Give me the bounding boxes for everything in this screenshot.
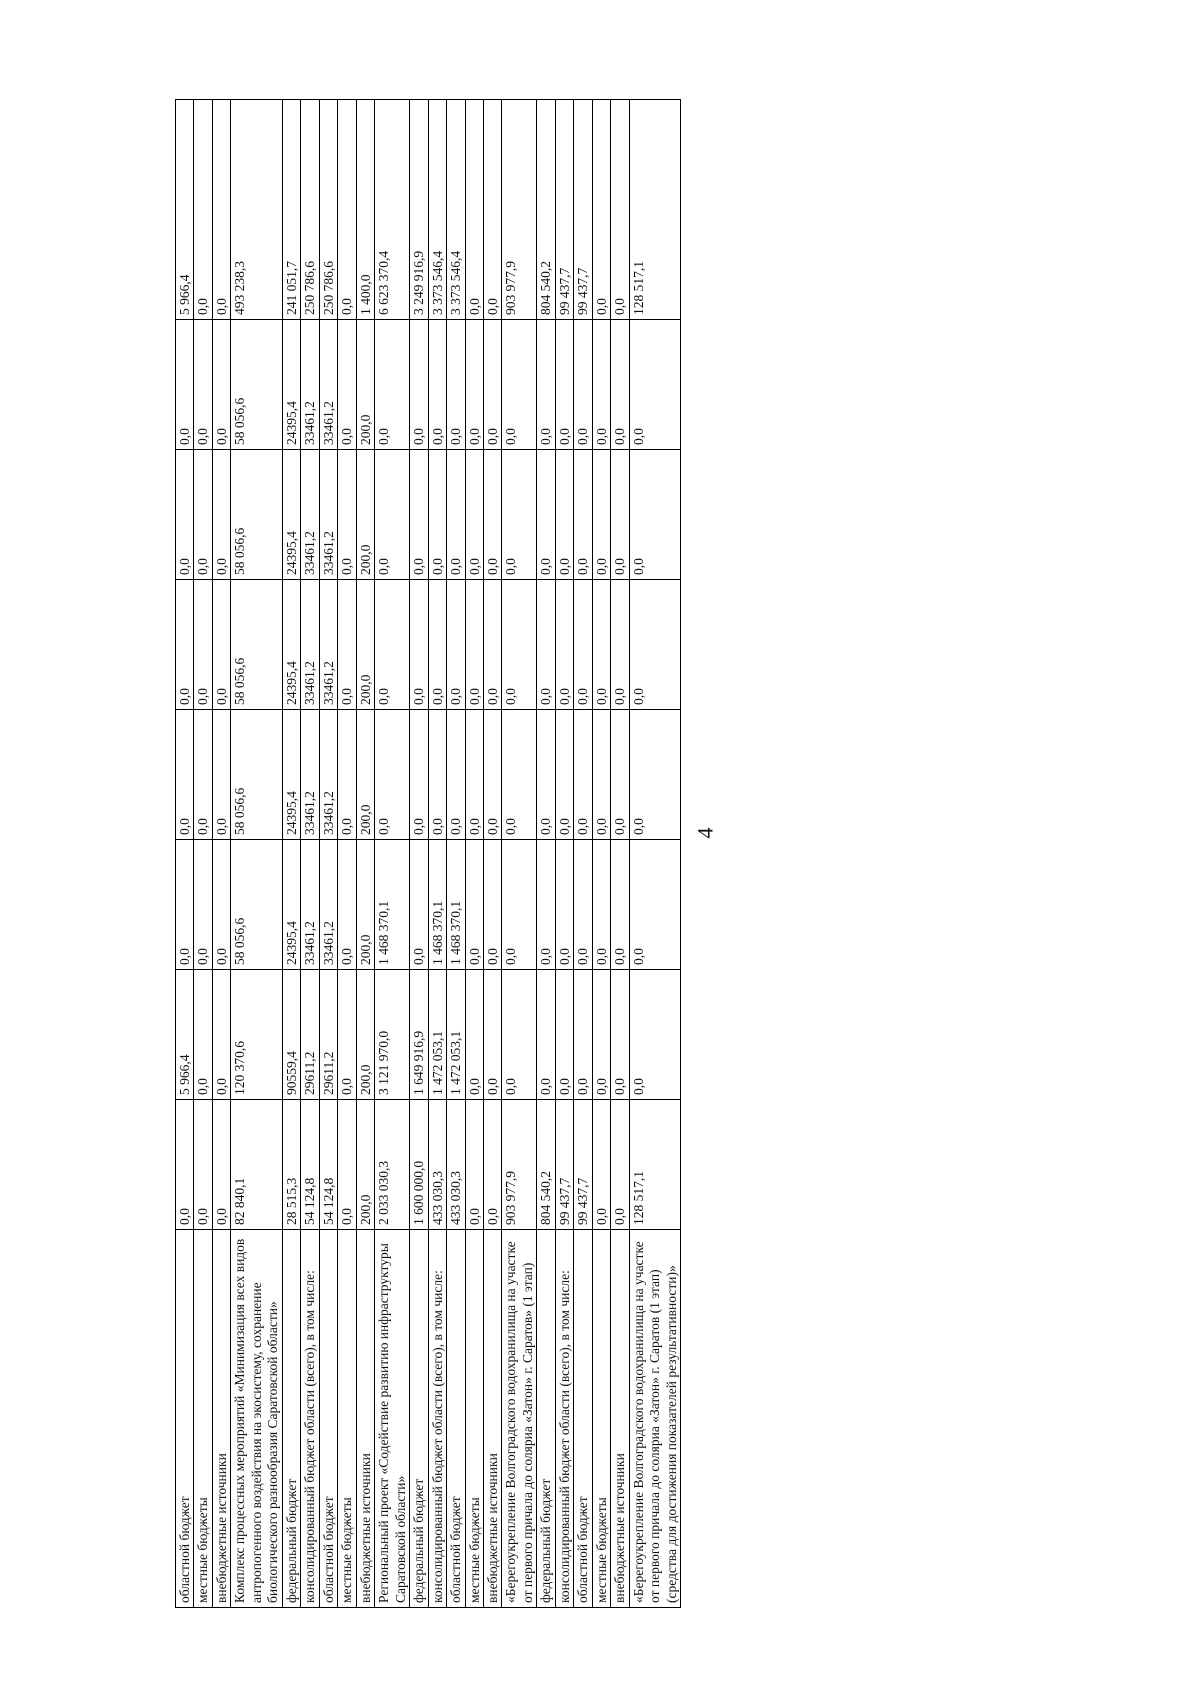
table-cell: 1 400,0 <box>356 100 374 320</box>
table-cell: 0,0 <box>483 970 501 1100</box>
table-cell: 200,0 <box>356 580 374 710</box>
table-cell: 1 468 370,1 <box>375 840 410 970</box>
table-cell: 0,0 <box>483 100 501 320</box>
table-row <box>410 100 428 1608</box>
table-cell: 0,0 <box>410 710 428 840</box>
table-cell: 0,0 <box>611 840 629 970</box>
table-cell: 0,0 <box>212 450 230 580</box>
table-cell: 2 033 030,3 <box>375 1100 410 1230</box>
table-cell: 58 056,6 <box>231 710 282 840</box>
table-cell: 128 517,1 <box>629 1100 680 1230</box>
table-cell: 0,0 <box>176 1100 194 1230</box>
table-row <box>574 100 592 1608</box>
table-cell: 0,0 <box>410 450 428 580</box>
table-cell: 0,0 <box>537 320 555 450</box>
table-cell: 0,0 <box>555 710 573 840</box>
table-cell: 0,0 <box>194 580 212 710</box>
table-cell: 0,0 <box>194 320 212 450</box>
table-cell: 33461,2 <box>319 580 337 710</box>
table-cell: 0,0 <box>483 840 501 970</box>
table-cell: 0,0 <box>574 710 592 840</box>
row-label: консолидированный бюджет области (всего), в том числе: <box>428 1230 446 1608</box>
table-cell: 0,0 <box>574 450 592 580</box>
table-row <box>555 100 573 1608</box>
table-cell: 0,0 <box>212 580 230 710</box>
table-cell: 0,0 <box>212 100 230 320</box>
table-cell: 0,0 <box>592 970 610 1100</box>
row-label: федеральный бюджет <box>537 1230 555 1608</box>
table-cell: 0,0 <box>592 450 610 580</box>
table-row <box>428 100 446 1608</box>
row-label: консолидированный бюджет области (всего), в том числе: <box>301 1230 319 1608</box>
table-cell: 0,0 <box>629 320 680 450</box>
table-cell: 0,0 <box>194 970 212 1100</box>
table-cell: 54 124,8 <box>301 1100 319 1230</box>
table-cell: 0,0 <box>465 970 483 1100</box>
table-cell: 0,0 <box>428 580 446 710</box>
table-cell: 0,0 <box>194 840 212 970</box>
budget-table-body <box>176 100 681 1608</box>
table-cell: 0,0 <box>592 580 610 710</box>
row-label: внебюджетные источники <box>611 1230 629 1608</box>
table-cell: 0,0 <box>592 710 610 840</box>
table-cell: 0,0 <box>338 1100 356 1230</box>
table-cell: 99 437,7 <box>574 100 592 320</box>
table-cell: 433 030,3 <box>428 1100 446 1230</box>
table-cell: 200,0 <box>356 1100 374 1230</box>
table-cell: 200,0 <box>356 450 374 580</box>
table-cell: 0,0 <box>428 710 446 840</box>
table-cell: 0,0 <box>483 1100 501 1230</box>
table-row <box>465 100 483 1608</box>
table-cell: 0,0 <box>611 710 629 840</box>
table-row <box>319 100 337 1608</box>
table-cell: 0,0 <box>375 450 410 580</box>
table-cell: 0,0 <box>465 450 483 580</box>
table-cell: 0,0 <box>338 100 356 320</box>
table-cell: 5 966,4 <box>176 100 194 320</box>
table-cell: 0,0 <box>194 1100 212 1230</box>
table-cell: 0,0 <box>555 320 573 450</box>
row-label: внебюджетные источники <box>212 1230 230 1608</box>
table-cell: 200,0 <box>356 970 374 1100</box>
table-cell: 33461,2 <box>301 710 319 840</box>
table-cell: 0,0 <box>611 450 629 580</box>
table-row <box>231 100 282 1608</box>
table-cell: 0,0 <box>574 970 592 1100</box>
table-cell: 0,0 <box>629 450 680 580</box>
table-cell: 0,0 <box>428 320 446 450</box>
row-label: областной бюджет <box>176 1230 194 1608</box>
table-cell: 0,0 <box>465 580 483 710</box>
table-cell: 0,0 <box>447 580 465 710</box>
table-cell: 0,0 <box>465 320 483 450</box>
table-cell: 241 051,7 <box>282 100 300 320</box>
row-label: Комплекс процессных мероприятий «Минимизация всех видов антропогенного воздействия на экосистему, сохранение биологического разнообразия Саратовской области» <box>231 1230 282 1608</box>
table-cell: 0,0 <box>338 710 356 840</box>
table-cell: 0,0 <box>447 450 465 580</box>
table-cell: 0,0 <box>483 320 501 450</box>
table-row <box>483 100 501 1608</box>
table-row <box>537 100 555 1608</box>
row-label: местные бюджеты <box>592 1230 610 1608</box>
table-cell: 0,0 <box>574 840 592 970</box>
table-cell: 804 540,2 <box>537 100 555 320</box>
table-cell: 0,0 <box>611 1100 629 1230</box>
table-cell: 0,0 <box>629 710 680 840</box>
table-cell: 33461,2 <box>301 840 319 970</box>
table-cell: 0,0 <box>629 970 680 1100</box>
table-cell: 0,0 <box>375 580 410 710</box>
table-cell: 0,0 <box>410 840 428 970</box>
table-cell: 0,0 <box>338 320 356 450</box>
table-cell: 200,0 <box>356 840 374 970</box>
table-cell: 0,0 <box>176 450 194 580</box>
row-label: областной бюджет <box>319 1230 337 1608</box>
table-cell: 24395,4 <box>282 710 300 840</box>
table-row <box>629 100 680 1608</box>
table-row <box>356 100 374 1608</box>
table-cell: 3 249 916,9 <box>410 100 428 320</box>
table-cell: 33461,2 <box>301 320 319 450</box>
table-cell: 3 373 546,4 <box>428 100 446 320</box>
table-row <box>447 100 465 1608</box>
table-cell: 0,0 <box>338 840 356 970</box>
table-cell: 0,0 <box>483 450 501 580</box>
table-cell: 0,0 <box>555 970 573 1100</box>
table-cell: 0,0 <box>410 580 428 710</box>
table-cell: 0,0 <box>483 580 501 710</box>
table-cell: 0,0 <box>465 100 483 320</box>
table-cell: 3 373 546,4 <box>447 100 465 320</box>
table-row <box>611 100 629 1608</box>
table-cell: 0,0 <box>611 320 629 450</box>
table-cell: 1 472 053,1 <box>447 970 465 1100</box>
row-label: «Берегоукрепление Волгоградского водохранилища на участке от первого причала до соляриа «Затон» г. Саратов (1 этап) (средства для достижения показателей результативности)» <box>629 1230 680 1608</box>
table-cell: 29611,2 <box>301 970 319 1100</box>
table-row <box>194 100 212 1608</box>
table-cell: 0,0 <box>537 580 555 710</box>
table-cell: 903 977,9 <box>502 100 537 320</box>
table-cell: 0,0 <box>447 320 465 450</box>
table-cell: 0,0 <box>555 840 573 970</box>
table-cell: 0,0 <box>212 320 230 450</box>
table-row <box>212 100 230 1608</box>
row-label: Региональный проект «Содействие развитию инфраструктуры Саратовской области» <box>375 1230 410 1608</box>
table-row <box>338 100 356 1608</box>
table-cell: 0,0 <box>574 580 592 710</box>
table-cell: 804 540,2 <box>537 1100 555 1230</box>
table-cell: 1 472 053,1 <box>428 970 446 1100</box>
table-cell: 82 840,1 <box>231 1100 282 1230</box>
table-cell: 0,0 <box>555 450 573 580</box>
table-cell: 0,0 <box>574 320 592 450</box>
table-cell: 29611,2 <box>319 970 337 1100</box>
table-cell: 493 238,3 <box>231 100 282 320</box>
row-label: консолидированный бюджет области (всего), в том числе: <box>555 1230 573 1608</box>
table-row <box>375 100 410 1608</box>
table-cell: 33461,2 <box>301 450 319 580</box>
table-cell: 33461,2 <box>319 840 337 970</box>
table-cell: 99 437,7 <box>555 1100 573 1230</box>
table-cell: 0,0 <box>592 320 610 450</box>
table-cell: 99 437,7 <box>574 1100 592 1230</box>
table-cell: 1 468 370,1 <box>447 840 465 970</box>
table-cell: 250 786,6 <box>301 100 319 320</box>
table-cell: 0,0 <box>375 710 410 840</box>
table-cell: 58 056,6 <box>231 320 282 450</box>
table-cell: 54 124,8 <box>319 1100 337 1230</box>
table-cell: 0,0 <box>338 580 356 710</box>
row-label: местные бюджеты <box>194 1230 212 1608</box>
table-cell: 33461,2 <box>319 450 337 580</box>
table-cell: 58 056,6 <box>231 840 282 970</box>
row-label: внебюджетные источники <box>356 1230 374 1608</box>
table-cell: 0,0 <box>629 840 680 970</box>
table-cell: 0,0 <box>338 450 356 580</box>
table-row <box>282 100 300 1608</box>
table-cell: 58 056,6 <box>231 580 282 710</box>
table-cell: 0,0 <box>592 1100 610 1230</box>
table-cell: 0,0 <box>611 580 629 710</box>
table-cell: 0,0 <box>338 970 356 1100</box>
table-cell: 1 600 000,0 <box>410 1100 428 1230</box>
row-label: федеральный бюджет <box>282 1230 300 1608</box>
table-cell: 0,0 <box>410 320 428 450</box>
table-cell: 6 623 370,4 <box>375 100 410 320</box>
table-cell: 28 515,3 <box>282 1100 300 1230</box>
table-cell: 99 437,7 <box>555 100 573 320</box>
table-cell: 0,0 <box>502 970 537 1100</box>
table-cell: 120 370,6 <box>231 970 282 1100</box>
table-cell: 0,0 <box>447 710 465 840</box>
table-cell: 0,0 <box>176 710 194 840</box>
rotated-table-container <box>175 100 961 1608</box>
table-row <box>301 100 319 1608</box>
table-cell: 33461,2 <box>319 710 337 840</box>
table-cell: 0,0 <box>465 710 483 840</box>
table-cell: 0,0 <box>629 580 680 710</box>
table-cell: 0,0 <box>465 840 483 970</box>
row-label: местные бюджеты <box>465 1230 483 1608</box>
table-cell: 1 468 370,1 <box>428 840 446 970</box>
table-cell: 24395,4 <box>282 840 300 970</box>
table-cell: 0,0 <box>176 840 194 970</box>
row-label: внебюджетные источники <box>483 1230 501 1608</box>
budget-table <box>175 99 681 1608</box>
table-cell: 0,0 <box>611 100 629 320</box>
table-cell: 90559,4 <box>282 970 300 1100</box>
table-cell: 24395,4 <box>282 580 300 710</box>
page-number: 4 <box>692 827 718 839</box>
table-cell: 433 030,3 <box>447 1100 465 1230</box>
table-cell: 3 121 970,0 <box>375 970 410 1100</box>
table-cell: 0,0 <box>537 970 555 1100</box>
table-cell: 5 966,4 <box>176 970 194 1100</box>
table-cell: 0,0 <box>212 970 230 1100</box>
table-cell: 0,0 <box>212 840 230 970</box>
table-cell: 0,0 <box>611 970 629 1100</box>
table-cell: 0,0 <box>592 100 610 320</box>
table-cell: 33461,2 <box>319 320 337 450</box>
table-cell: 0,0 <box>502 580 537 710</box>
table-cell: 0,0 <box>465 1100 483 1230</box>
table-cell: 0,0 <box>212 710 230 840</box>
table-cell: 0,0 <box>502 320 537 450</box>
table-cell: 1 649 916,9 <box>410 970 428 1100</box>
table-cell: 0,0 <box>502 450 537 580</box>
table-cell: 24395,4 <box>282 450 300 580</box>
table-cell: 250 786,6 <box>319 100 337 320</box>
table-cell: 24395,4 <box>282 320 300 450</box>
row-label: областной бюджет <box>574 1230 592 1608</box>
table-cell: 0,0 <box>502 710 537 840</box>
table-cell: 0,0 <box>537 450 555 580</box>
table-cell: 0,0 <box>212 1100 230 1230</box>
table-cell: 903 977,9 <box>502 1100 537 1230</box>
table-row <box>502 100 537 1608</box>
table-cell: 33461,2 <box>301 580 319 710</box>
row-label: местные бюджеты <box>338 1230 356 1608</box>
table-cell: 0,0 <box>537 710 555 840</box>
table-cell: 0,0 <box>428 450 446 580</box>
table-cell: 0,0 <box>502 840 537 970</box>
table-cell: 0,0 <box>194 710 212 840</box>
table-cell: 58 056,6 <box>231 450 282 580</box>
table-cell: 0,0 <box>483 710 501 840</box>
table-cell: 0,0 <box>194 100 212 320</box>
table-row <box>176 100 194 1608</box>
table-cell: 0,0 <box>555 580 573 710</box>
row-label: федеральный бюджет <box>410 1230 428 1608</box>
table-cell: 200,0 <box>356 710 374 840</box>
table-cell: 0,0 <box>194 450 212 580</box>
table-cell: 0,0 <box>592 840 610 970</box>
table-cell: 0,0 <box>537 840 555 970</box>
table-cell: 200,0 <box>356 320 374 450</box>
table-cell: 128 517,1 <box>629 100 680 320</box>
row-label: «Берегоукрепление Волгоградского водохранилища на участке от первого причала до соляриа «Затон» г. Саратов» (1 этап) <box>502 1230 537 1608</box>
table-cell: 0,0 <box>176 320 194 450</box>
table-cell: 0,0 <box>176 580 194 710</box>
table-row <box>592 100 610 1608</box>
table-cell: 0,0 <box>375 320 410 450</box>
row-label: областной бюджет <box>447 1230 465 1608</box>
